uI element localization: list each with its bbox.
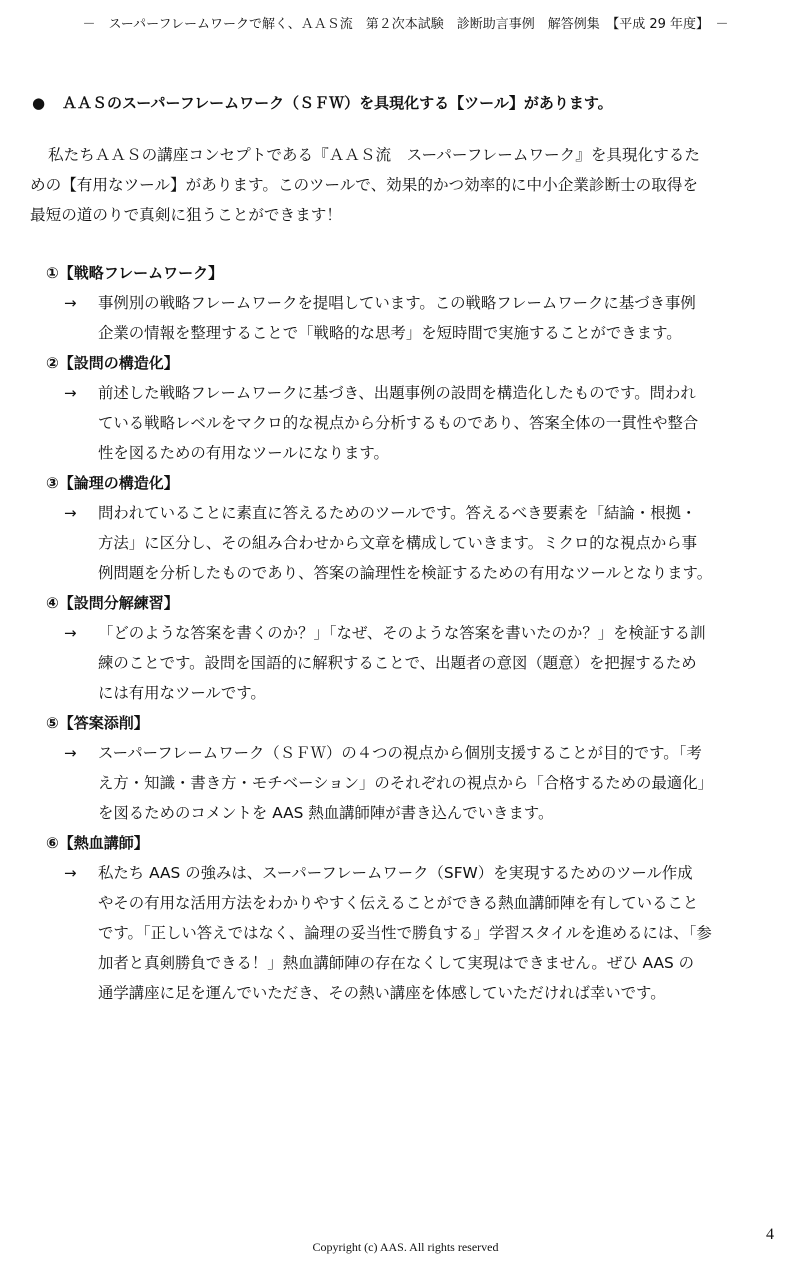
arrow-icon: → xyxy=(64,864,77,882)
tool-item-title: ①【戦略フレームワーク】 xyxy=(46,264,224,282)
description-line: 性を図るための有用なツールになります。 xyxy=(98,444,389,462)
tool-item-description xyxy=(46,618,796,708)
tool-item-answer-correction xyxy=(46,708,796,828)
tool-list xyxy=(46,258,796,1008)
arrow-icon: → xyxy=(64,744,77,762)
description-line: 前述した戦略フレームワークに基づき、出題事例の設問を構造化したものです。問われ xyxy=(98,384,696,402)
tool-item-description xyxy=(46,378,796,468)
tool-item-logic-structuring xyxy=(46,468,796,588)
description-line: 私たち AAS の強みは、スーパーフレームワーク（SFW）を実現するためのツール作成 xyxy=(98,864,693,882)
description-line: には有用なツールです。 xyxy=(98,684,266,702)
description-line: 練のことです。設問を国語的に解釈することで、出題者の意図（題意）を把握するため xyxy=(98,654,697,672)
tool-item-description xyxy=(46,738,796,828)
tool-item-title: ⑥【熱血講師】 xyxy=(46,834,149,852)
description-line: ている戦略レベルをマクロ的な視点から分析するものであり、答案全体の一貫性や整合 xyxy=(98,414,699,432)
tool-item-passionate-instructors xyxy=(46,828,796,1008)
tool-item-description xyxy=(46,288,796,348)
tool-item-title: ⑤【答案添削】 xyxy=(46,714,149,732)
tool-item-description xyxy=(46,498,796,588)
intro-paragraph xyxy=(30,140,782,230)
description-line: やその有用な活用方法をわかりやすく伝えることができる熱血講師陣を有していること xyxy=(98,894,699,912)
description-line: を図るためのコメントを AAS 熱血講師陣が書き込んでいきます。 xyxy=(98,804,554,822)
section-heading-text: ＡＡＳのスーパーフレームワーク（ＳＦＷ）を具現化する【ツール】があります。 xyxy=(62,94,613,112)
intro-line: めの【有用なツール】があります。このツールで、効果的かつ効率的に中小企業診断士の取得を xyxy=(30,176,699,194)
tool-item-title: ③【論理の構造化】 xyxy=(46,474,179,492)
page-number: 4 xyxy=(766,1226,774,1243)
description-line: 事例別の戦略フレームワークを提唱しています。この戦略フレームワークに基づき事例 xyxy=(98,294,696,312)
description-line: 例問題を分析したものであり、答案の論理性を検証するための有用なツールとなります。 xyxy=(98,564,713,582)
tool-item-question-breakdown xyxy=(46,588,796,708)
page-header: － スーパーフレームワークで解く、ＡＡＳ流 第２次本試験 診断助言事例 解答例集 【平成 29 年度】 － xyxy=(82,17,729,32)
tool-item-strategy-framework xyxy=(46,258,796,348)
description-line: です。「正しい答えではなく、論理の妥当性で勝負する」学習スタイルを進めるには、「参 xyxy=(98,924,712,942)
description-line: 「どのような答案を書くのか？」「なぜ、そのような答案を書いたのか？」を検証する訓 xyxy=(98,624,706,642)
arrow-icon: → xyxy=(64,294,77,312)
tool-item-question-structuring xyxy=(46,348,796,468)
description-line: 方法」に区分し、その組み合わせから文章を構成していきます。ミクロ的な視点から事 xyxy=(98,534,698,552)
description-line: スーパーフレームワーク（ＳＦＷ）の４つの視点から個別支援することが目的です。「考 xyxy=(98,744,702,762)
description-line: 問われていることに素直に答えるためのツールです。答えるべき要素を「結論・根拠・ xyxy=(98,504,697,522)
intro-line: 最短の道のりで真剣に狙うことができます！ xyxy=(30,206,342,224)
tool-item-title: ②【設問の構造化】 xyxy=(46,354,179,372)
arrow-icon: → xyxy=(64,504,77,522)
intro-line: 私たちＡＡＳの講座コンセプトである『ＡＡＳ流 スーパーフレームワーク』を具現化するた xyxy=(48,146,700,164)
bullet-icon: ● xyxy=(32,94,46,112)
tool-item-description xyxy=(46,858,796,1008)
section-heading xyxy=(32,92,792,114)
copyright-footer: Copyright (c) AAS. All rights reserved xyxy=(312,1240,499,1254)
description-line: え方・知識・書き方・モチベーション」のそれぞれの視点から「合格するための最適化」 xyxy=(98,774,714,792)
description-line: 通学講座に足を運んでいただき、その熱い講座を体感していただければ幸いです。 xyxy=(98,984,666,1002)
description-line: 企業の情報を整理することで「戦略的な思考」を短時間で実施することができます。 xyxy=(98,324,682,342)
arrow-icon: → xyxy=(64,624,77,642)
arrow-icon: → xyxy=(64,384,77,402)
description-line: 加者と真剣勝負できる！」熱血講師陣の存在なくして実現はできません。ぜひ AAS の xyxy=(98,954,695,972)
tool-item-title: ④【設問分解練習】 xyxy=(46,594,179,612)
